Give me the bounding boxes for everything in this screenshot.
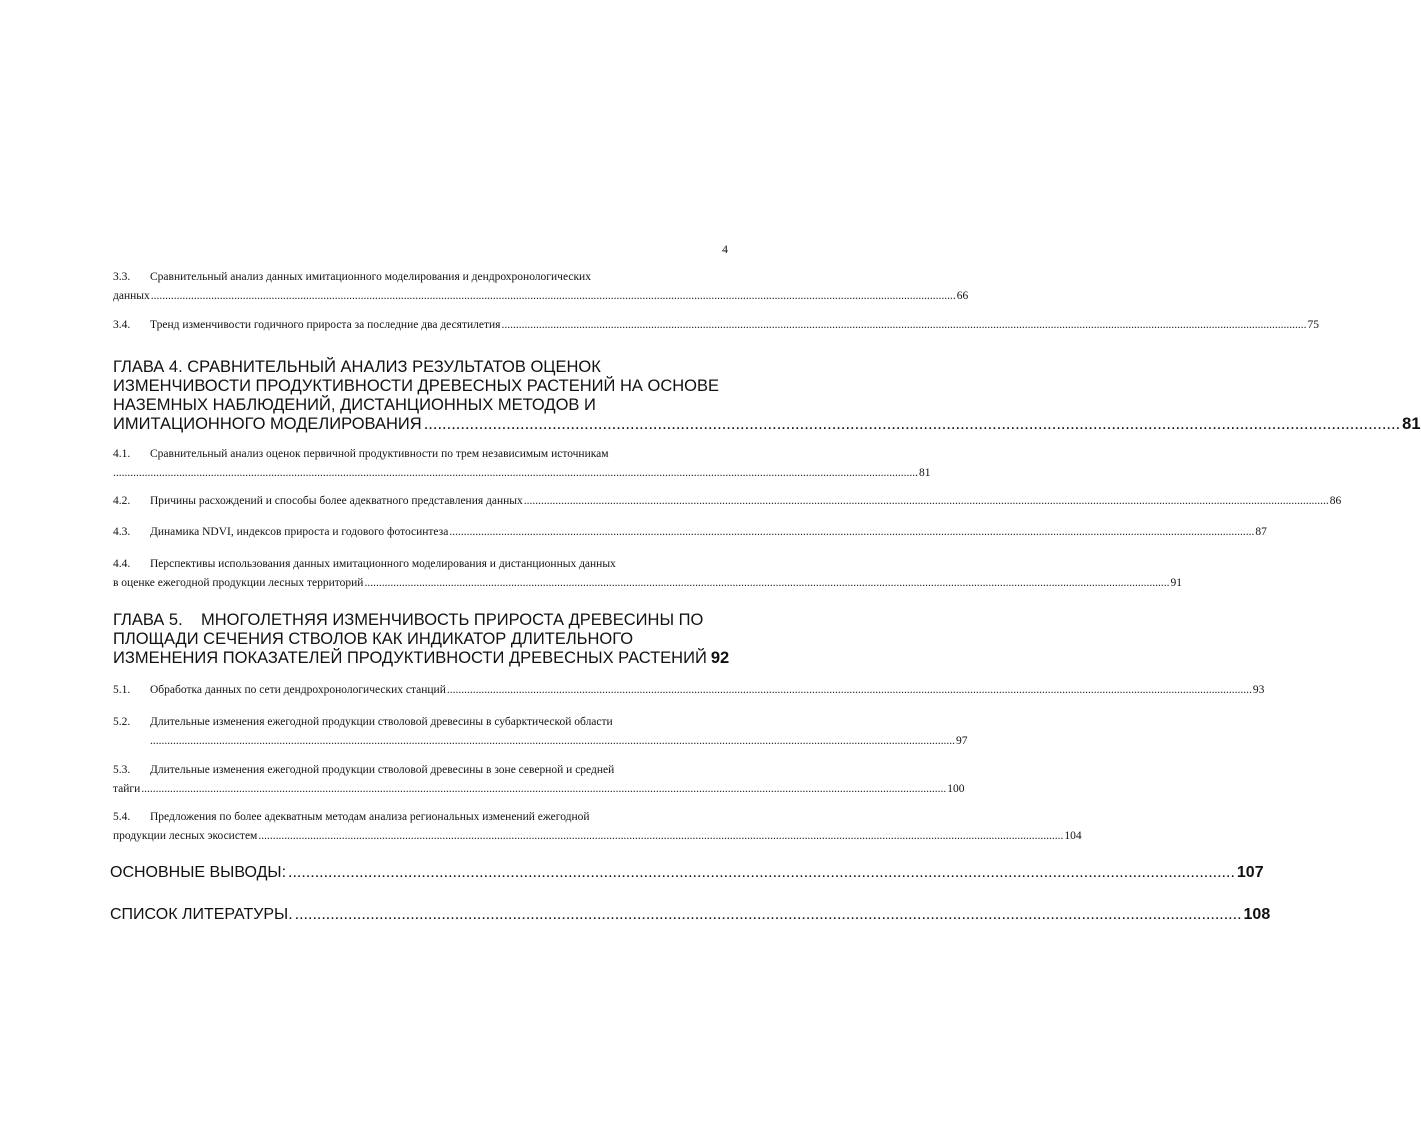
toc-entry-title-cont: данных xyxy=(113,290,150,302)
toc-entry-page: 86 xyxy=(1329,495,1342,507)
toc-entry-page: 104 xyxy=(1064,830,1082,842)
toc-entry-4-3[interactable] xyxy=(113,523,1267,542)
toc-entry-page: 91 xyxy=(1170,577,1182,589)
toc-entry-number: 4.2. xyxy=(113,495,131,507)
toc-major-title: ОСНОВНЫЕ ВЫВОДЫ: xyxy=(110,864,287,881)
chapter-title-line: ПЛОЩАДИ СЕЧЕНИЯ СТВОЛОВ КАК ИНДИКАТОР ДЛИТЕЛЬНОГО xyxy=(113,630,634,648)
leader-dots xyxy=(295,906,1242,924)
toc-entry-title: Динамика NDVI, индексов прироста и годового фотосинтеза xyxy=(150,526,449,538)
toc-entry-5-4[interactable] xyxy=(113,808,1082,846)
toc-chapter-4[interactable] xyxy=(113,358,1421,434)
toc-conclusions[interactable] xyxy=(110,864,1264,882)
toc-entry-title: Предложения по более адекватным методам анализа региональных изменений ежегодной xyxy=(150,811,590,823)
toc-references[interactable] xyxy=(110,906,1271,924)
toc-entry-title: Длительные изменения ежегодной продукции стволовой древесины в зоне северной и средней xyxy=(150,764,615,776)
toc-entry-number: 5.1. xyxy=(113,684,131,696)
toc-entry-3-4[interactable] xyxy=(113,316,1319,335)
toc-entry-page: 100 xyxy=(947,783,965,795)
toc-entry-title-cont: продукции лесных экосистем xyxy=(113,830,258,842)
toc-entry-page: 92 xyxy=(710,649,730,667)
toc-entry-number: 5.3. xyxy=(113,764,131,776)
toc-entry-title: Сравнительный анализ данных имитационного моделирования и дендрохронологических xyxy=(150,271,591,283)
toc-entry-page: 81 xyxy=(1402,415,1421,433)
toc-entry-title: Перспективы использования данных имитационного моделирования и дистанционных данных xyxy=(150,558,616,570)
toc-entry-title: Длительные изменения ежегодной продукции стволовой древесины в субарктической области xyxy=(150,716,613,728)
leader-dots xyxy=(150,732,955,751)
chapter-title-line: ИМИТАЦИОННОГО МОДЕЛИРОВАНИЯ xyxy=(113,415,422,433)
toc-entry-page: 81 xyxy=(919,467,931,479)
toc-entry-4-1[interactable] xyxy=(113,445,931,483)
toc-entry-page: 93 xyxy=(1252,684,1265,696)
leader-dots xyxy=(447,681,1252,700)
leader-dots xyxy=(141,780,946,799)
toc-entry-title: Причины расхождений и способы более адекватного представления данных xyxy=(150,495,523,507)
toc-entry-title-cont: в оценке ежегодной продукции лесных территорий xyxy=(113,577,364,589)
toc-entry-title: Сравнительный анализ оценок первичной продуктивности по трем независимым источникам xyxy=(150,448,609,460)
toc-entry-number: 5.2. xyxy=(113,716,131,728)
toc-entry-page: 97 xyxy=(956,735,968,747)
chapter-title-line: ИЗМЕНЕНИЯ ПОКАЗАТЕЛЕЙ ПРОДУКТИВНОСТИ ДРЕВЕСНЫХ РАСТЕНИЙ xyxy=(113,649,707,667)
leader-dots xyxy=(113,464,918,483)
toc-entry-5-2[interactable] xyxy=(113,713,968,751)
toc-entry-number: 5.4. xyxy=(113,811,131,823)
toc-entry-title: Тренд изменчивости годичного прироста за последние два десятилетия xyxy=(150,319,501,331)
toc-entry-4-2[interactable] xyxy=(113,492,1342,511)
toc-entry-page: 66 xyxy=(956,290,969,302)
toc-entry-page: 108 xyxy=(1243,906,1271,923)
toc-entry-page: 87 xyxy=(1255,526,1267,538)
toc-entry-4-4[interactable] xyxy=(113,555,1182,593)
toc-entry-number: 4.4. xyxy=(113,558,131,570)
toc-major-title: СПИСОК ЛИТЕРАТУРЫ. xyxy=(110,906,293,923)
toc-entry-5-3[interactable] xyxy=(113,761,965,799)
toc-entry-3-3[interactable] xyxy=(113,268,969,306)
chapter-title-line: НАЗЕМНЫХ НАБЛЮДЕНИЙ, ДИСТАНЦИОННЫХ МЕТОДОВ И xyxy=(113,396,596,414)
chapter-title-line: ГЛАВА 5. МНОГОЛЕТНЯЯ ИЗМЕНЧИВОСТЬ ПРИРОСТА ДРЕВЕСИНЫ ПО xyxy=(113,611,704,629)
leader-dots xyxy=(151,287,956,306)
chapter-title-line: ГЛАВА 4. СРАВНИТЕЛЬНЫЙ АНАЛИЗ РЕЗУЛЬТАТОВ ОЦЕНОК xyxy=(113,358,601,376)
toc-chapter-5[interactable] xyxy=(113,611,728,668)
leader-dots xyxy=(501,316,1306,335)
leader-dots xyxy=(258,827,1063,846)
toc-entry-page: 107 xyxy=(1236,864,1264,881)
toc-entry-page: 75 xyxy=(1307,319,1319,331)
toc-entry-number: 4.1. xyxy=(113,448,131,460)
toc-entry-number: 3.3. xyxy=(113,271,131,283)
leader-dots xyxy=(449,523,1254,542)
toc-entry-title: Обработка данных по сети дендрохронологических станций xyxy=(150,684,446,696)
leader-dots xyxy=(288,864,1235,882)
toc-entry-number: 3.4. xyxy=(113,319,131,331)
chapter-title-line: ИЗМЕНЧИВОСТИ ПРОДУКТИВНОСТИ ДРЕВЕСНЫХ РАСТЕНИЙ НА ОСНОВЕ xyxy=(113,377,719,395)
leader-dots xyxy=(524,492,1329,511)
toc-entry-title-cont: тайги xyxy=(113,783,141,795)
leader-dots xyxy=(364,574,1169,593)
toc-entry-5-1[interactable] xyxy=(113,681,1265,700)
leader-dots xyxy=(424,415,1400,434)
page-number: 4 xyxy=(722,242,728,256)
toc-entry-number: 4.3. xyxy=(113,526,131,538)
